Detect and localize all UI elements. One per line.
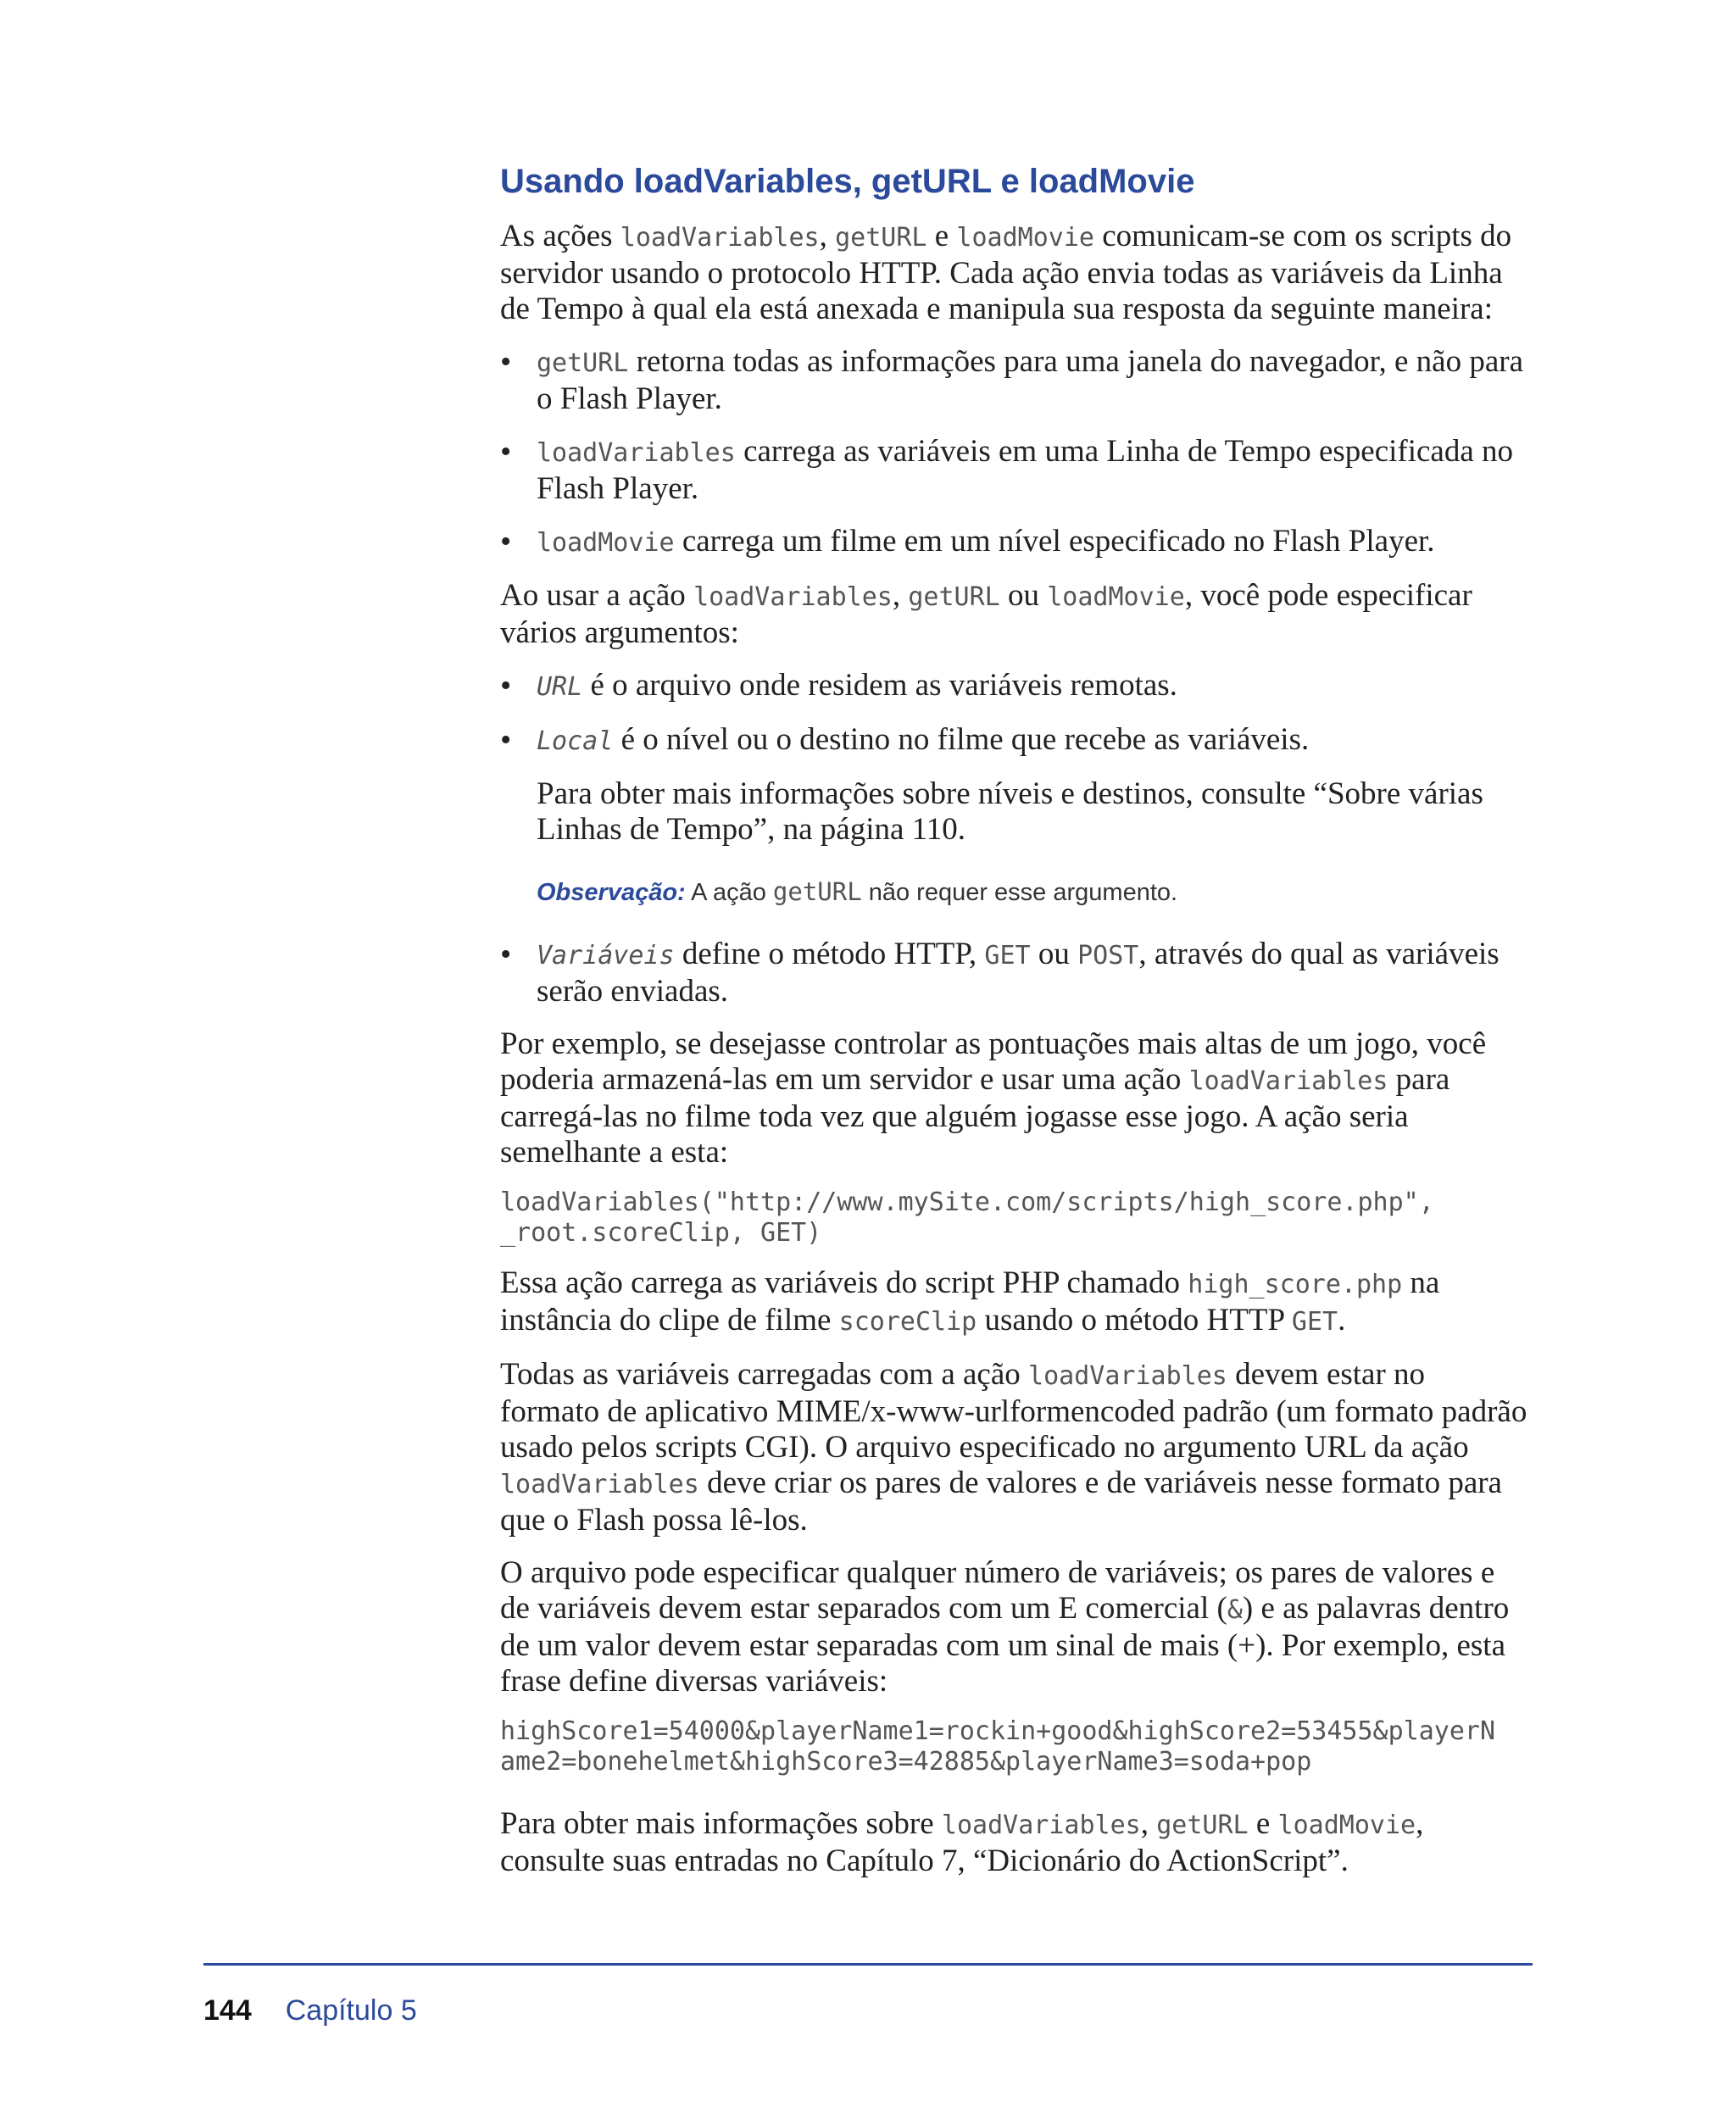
- list-item: • Local é o nível ou o destino no filme que recebe as variáveis.: [500, 722, 1310, 758]
- list-item: • Variáveis define o método HTTP, GET ou POST, através do qual as variáveis serão enviadas.: [500, 937, 1500, 1009]
- variables-list: [500, 937, 1530, 1009]
- page-number: 144: [203, 1994, 252, 2027]
- note-label: Observação:: [537, 879, 686, 906]
- footer-rule: [203, 1963, 1533, 1966]
- list-item: • loadVariables carrega as variáveis em uma Linha de Tempo especificada no Flash Player.: [500, 434, 1514, 506]
- paragraph-explanation: Essa ação carrega as variáveis do script PHP chamado high_score.php na instância do clipe de filme scoreClip usando o método HTTP GET.: [500, 1265, 1440, 1338]
- bullet-icon: •: [500, 524, 512, 559]
- paragraph-arguments: Ao usar a ação loadVariables, getURL ou loadMovie, você pode especificar vários argumentos:: [500, 578, 1472, 650]
- code-block-variables: highScore1=54000&playerName1=rockin+good&highScore2=53455&playerN ame2=bonehelmet&highScore3=42885&playerName3=soda+pop: [500, 1716, 1495, 1777]
- paragraph-example: Por exemplo, se desejasse controlar as pontuações mais altas de um jogo, você poderia armazená-las em um servidor e usar uma ação loadVariables para carregá-las no filme toda vez que alguém jogasse esse jogo. A ação seria semelhante a esta:: [500, 1026, 1487, 1170]
- paragraph-intro: As ações loadVariables, getURL e loadMovie comunicam-se com os scripts do servidor usando o protocolo HTTP. Cada ação envia todas as variáveis da Linha de Tempo à qual ela está anexada e manipula sua resposta da seguinte maneira:: [500, 219, 1512, 326]
- code-block-loadvariables: loadVariables("http://www.mySite.com/scripts/high_score.php", _root.scoreClip, GET): [500, 1187, 1434, 1248]
- bullet-icon: •: [500, 668, 512, 704]
- paragraph-pairs: O arquivo pode especificar qualquer número de variáveis; os pares de valores e de variáveis devem estar separados com um E comercial (&) e as palavras dentro de um valor devem estar separadas com um sinal de mais (+). Por exemplo, esta frase define diversas variáveis:: [500, 1555, 1510, 1699]
- section-heading: Usando loadVariables, getURL e loadMovie: [500, 163, 1195, 200]
- paragraph-format: Todas as variáveis carregadas com a ação loadVariables devem estar no formato de aplicativo MIME/x-www-urlformencoded padrão (um formato padrão usado pelos scripts CGI). O arquivo especificado no argumento URL da ação loadVariables deve criar os pares de valores e de variáveis nesse formato para que o Flash possa lê-los.: [500, 1357, 1527, 1538]
- list-item: • URL é o arquivo onde residem as variáveis remotas.: [500, 668, 1177, 704]
- page-content: [500, 161, 1530, 1896]
- list-item: • loadMovie carrega um filme em um nível especificado no Flash Player.: [500, 524, 1435, 559]
- bullet-icon: •: [500, 344, 512, 380]
- chapter-label: Capítulo 5: [285, 1994, 417, 2027]
- actions-list: [500, 344, 1530, 561]
- paragraph-more-info: Para obter mais informações sobre loadVariables, getURL e loadMovie, consulte suas entradas no Capítulo 7, “Dicionário do ActionScript”.: [500, 1806, 1424, 1878]
- bullet-icon: •: [500, 937, 512, 972]
- bullet-icon: •: [500, 434, 512, 470]
- list-item: • getURL retorna todas as informações para uma janela do navegador, e não para o Flash Player.: [500, 344, 1523, 416]
- arguments-list: [500, 668, 1530, 759]
- page-footer: [203, 1994, 417, 2027]
- paragraph-levels-reference: Para obter mais informações sobre níveis e destinos, consulte “Sobre várias Linhas de Tempo”, na página 110.: [537, 776, 1483, 847]
- bullet-icon: •: [500, 722, 512, 758]
- note: Observação: A ação getURL não requer esse argumento.: [537, 877, 1178, 906]
